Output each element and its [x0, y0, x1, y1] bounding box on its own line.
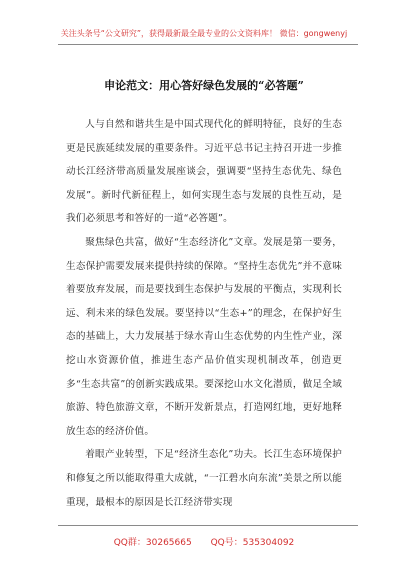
footer-qq-group: QQ群：30265665 — [113, 538, 192, 548]
document-body — [66, 113, 342, 514]
footer-divider — [58, 525, 358, 526]
body-paragraph: 人与自然和谐共生是中国式现代化的鲜明特征，良好的生态更是民族延续发展的重要条件。习近平总书记主持召开进一步推动长江经济带高质量发展座谈会，强调要“坚持生态优先、绿色发展”。新时代新征程上，如何实现生态与发展的良性互动，是我们必须思考和答好的一道“必答题”。 — [66, 119, 342, 225]
header-divider — [58, 44, 358, 45]
footer-qq-number: QQ号：535304092 — [210, 538, 295, 548]
footer — [0, 535, 408, 548]
body-paragraph: 着眼产业转型，下足“经济生态化”功夫。长江生态环境保护和修复之所以能取得重大成就，“一江碧水向东流”美景之所以能重现，最根本的原因是长江经济带实现 — [66, 449, 342, 508]
body-paragraph: 聚焦绿色共富，做好“生态经济化”文章。发展是第一要务，生态保护需要发展来提供持续的保障。“坚持生态优先”并不意味着要放弃发展，而是要找到生态保护与发展的平衡点，实现利长远、利未来的绿色发展。要坚持以“生态+”的理念，在保护好生态的基础上，大力发展基于绿水青山生态优势的内生性产业，深挖山水资源价值，推进生态产品价值实现机制改革，创造更多“生态共富”的创新实践成果。要深挖山水文化潜质，做足全域旅游、特色旅游文章，不断开发新景点，打造网红地，更好地释放生态的经济价值。 — [66, 236, 342, 437]
header-banner: 关注头条号“公文研究”，获得最新最全最专业的公文资料库！ 微信：gongwenyj — [60, 29, 348, 38]
document-title: 申论范文：用心答好绿色发展的“必答题” — [104, 79, 304, 92]
